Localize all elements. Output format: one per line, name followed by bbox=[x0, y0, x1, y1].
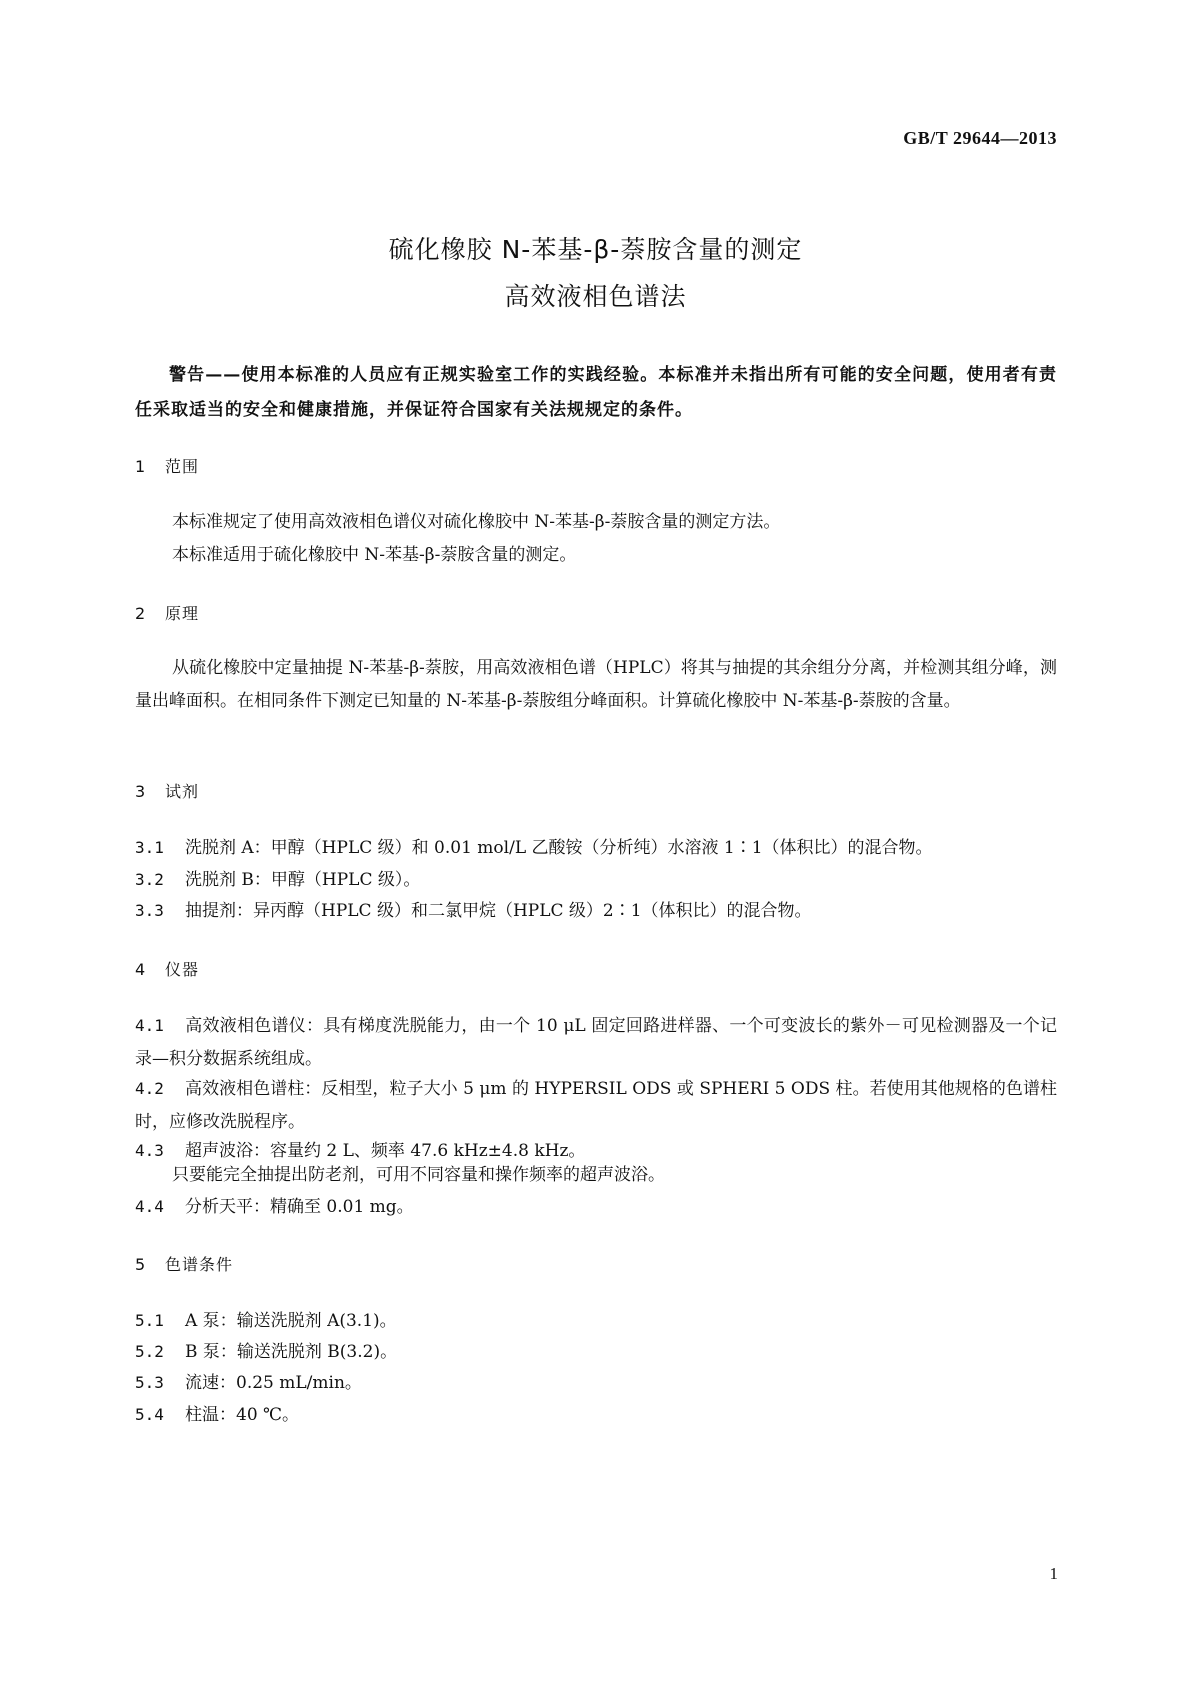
section-heading-scope bbox=[135, 454, 199, 477]
clause-number: 5.2 bbox=[135, 1342, 164, 1361]
section-title: 范围 bbox=[165, 457, 200, 476]
clause-4-2 bbox=[135, 1072, 1057, 1139]
section-number: 2 bbox=[135, 604, 147, 623]
document-title: 硫化橡胶 N-苯基-β-萘胺含量的测定 bbox=[388, 235, 803, 264]
scope-paragraph-2: 本标准适用于硫化橡胶中 N-苯基-β-萘胺含量的测定。 bbox=[172, 545, 577, 565]
clause-text: 超声波浴：容量约 2 L、频率 47.6 kHz±4.8 kHz。 bbox=[185, 1141, 586, 1161]
clause-3-3 bbox=[135, 894, 1057, 928]
section-title: 仪器 bbox=[165, 960, 200, 979]
clause-5-4 bbox=[135, 1398, 1057, 1432]
section-title: 试剂 bbox=[165, 782, 200, 801]
clause-4-3-note: 只要能完全抽提出防老剂，可用不同容量和操作频率的超声波浴。 bbox=[172, 1165, 665, 1185]
page-number: 1 bbox=[1049, 1564, 1058, 1583]
clause-number: 4.2 bbox=[135, 1079, 164, 1098]
clause-4-1 bbox=[135, 1009, 1057, 1076]
section-number: 5 bbox=[135, 1255, 147, 1274]
clause-5-2 bbox=[135, 1335, 1057, 1369]
section-number: 4 bbox=[135, 960, 147, 979]
clause-3-2 bbox=[135, 863, 1057, 897]
clause-number: 3.3 bbox=[135, 901, 164, 920]
section-number: 3 bbox=[135, 782, 147, 801]
section-heading-principle bbox=[135, 601, 199, 624]
clause-text: 柱温：40 ℃。 bbox=[185, 1405, 300, 1425]
clause-number: 3.2 bbox=[135, 870, 164, 889]
section-heading-apparatus bbox=[135, 957, 199, 980]
clause-number: 5.3 bbox=[135, 1373, 164, 1392]
clause-text: 高效液相色谱柱：反相型，粒子大小 5 μm 的 HYPERSIL ODS 或 SPHERI 5 ODS 柱。若使用其他规格的色谱柱时，应修改洗脱程序。 bbox=[135, 1079, 1057, 1132]
clause-number: 5.1 bbox=[135, 1311, 164, 1330]
safety-warning: 警告——使用本标准的人员应有正规实验室工作的实践经验。本标准并未指出所有可能的安全问题，使用者有责任采取适当的安全和健康措施，并保证符合国家有关法规规定的条件。 bbox=[135, 365, 1057, 420]
section-title: 色谱条件 bbox=[165, 1255, 234, 1274]
clause-text: 洗脱剂 A：甲醇（HPLC 级）和 0.01 mol/L 乙酸铵（分析纯）水溶液 1∶1（体积比）的混合物。 bbox=[185, 838, 933, 858]
section-title: 原理 bbox=[165, 604, 200, 623]
clause-text: 高效液相色谱仪：具有梯度洗脱能力，由一个 10 μL 固定回路进样器、一个可变波长的紫外－可见检测器及一个记录—积分数据系统组成。 bbox=[135, 1016, 1057, 1069]
clause-text: 流速：0.25 mL/min。 bbox=[185, 1373, 362, 1393]
section-number: 1 bbox=[135, 457, 147, 476]
clause-3-1 bbox=[135, 831, 1057, 865]
clause-number: 4.3 bbox=[135, 1141, 164, 1160]
clause-text: 分析天平：精确至 0.01 mg。 bbox=[185, 1197, 414, 1217]
scope-paragraph-1: 本标准规定了使用高效液相色谱仪对硫化橡胶中 N-苯基-β-萘胺含量的测定方法。 bbox=[172, 512, 781, 532]
clause-number: 5.4 bbox=[135, 1405, 164, 1424]
clause-5-1 bbox=[135, 1304, 1057, 1338]
section-heading-chromatographic-conditions bbox=[135, 1252, 233, 1275]
clause-text: B 泵：输送洗脱剂 B(3.2)。 bbox=[185, 1342, 398, 1362]
principle-paragraph: 从硫化橡胶中定量抽提 N-苯基-β-萘胺，用高效液相色谱（HPLC）将其与抽提的其余组分分离，并检测其组分峰，测量出峰面积。在相同条件下测定已知量的 N-苯基-β-萘胺组分峰面积。计算硫化橡胶中 N-苯基-β-萘胺的含量。 bbox=[135, 658, 1057, 711]
section-heading-reagents bbox=[135, 779, 199, 802]
standard-number: GB/T 29644—2013 bbox=[903, 128, 1057, 148]
clause-text: 洗脱剂 B：甲醇（HPLC 级）。 bbox=[185, 870, 421, 890]
clause-number: 4.1 bbox=[135, 1016, 164, 1035]
clause-4-4 bbox=[135, 1190, 1057, 1224]
document-subtitle: 高效液相色谱法 bbox=[504, 282, 687, 311]
clause-number: 3.1 bbox=[135, 838, 164, 857]
clause-text: 抽提剂：异丙醇（HPLC 级）和二氯甲烷（HPLC 级）2∶1（体积比）的混合物。 bbox=[185, 901, 812, 921]
clause-number: 4.4 bbox=[135, 1197, 164, 1216]
clause-text: A 泵：输送洗脱剂 A(3.1)。 bbox=[185, 1311, 397, 1331]
clause-5-3 bbox=[135, 1366, 1057, 1400]
